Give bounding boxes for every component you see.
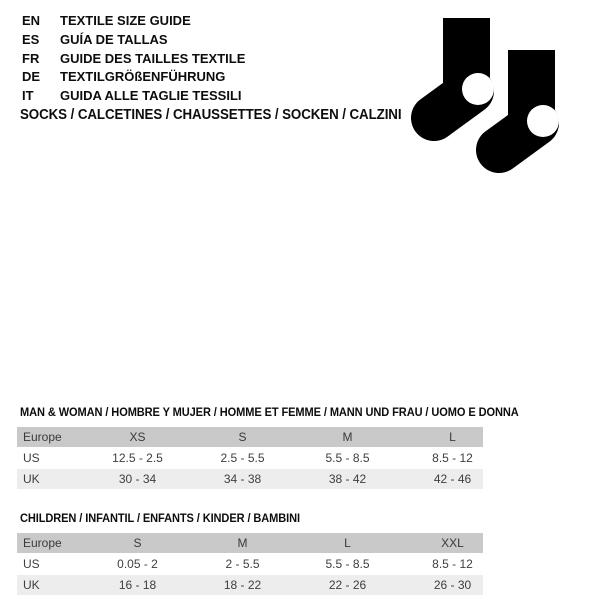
size-cell: 2.5 - 5.5 — [220, 451, 265, 465]
lang-row-de — [22, 68, 245, 87]
lang-row-it — [22, 87, 245, 106]
header-cell-size-3: M — [342, 430, 353, 444]
size-cell: 8.5 - 12 — [432, 557, 473, 571]
size-cell: 38 - 42 — [328, 472, 367, 486]
table-header-row — [17, 533, 483, 553]
lang-row-es — [22, 31, 245, 50]
row-label: UK — [23, 472, 40, 486]
sock-back-heel-hole — [462, 73, 494, 105]
socks-icon — [400, 8, 570, 183]
size-cell: 18 - 22 — [223, 578, 262, 592]
table-children-grid — [17, 533, 483, 595]
size-cell: 5.5 - 8.5 — [325, 451, 370, 465]
header-cell-size-3: L — [344, 536, 351, 550]
product-category-line: SOCKS / CALCETINES / CHAUSSETTES / SOCKEN / CALZINI — [20, 107, 402, 123]
lang-label: TEXTILGRÖßENFÜHRUNG — [60, 69, 226, 85]
table-row-uk — [17, 469, 483, 489]
header-cell-size-2: M — [237, 536, 248, 550]
header-cell-size-1: S — [133, 536, 142, 550]
size-cell: 34 - 38 — [223, 472, 262, 486]
lang-label: GUIDE DES TAILLES TEXTILE — [60, 50, 246, 66]
size-cell: 26 - 30 — [433, 578, 472, 592]
table-row-us — [17, 449, 483, 468]
lang-label: GUIDA ALLE TAGLIE TESSILI — [60, 88, 242, 104]
table-title-adults: MAN & WOMAN / HOMBRE Y MUJER / HOMME ET FEMME / MANN UND FRAU / UOMO E DONNA — [20, 405, 519, 419]
lang-row-fr — [22, 50, 245, 69]
row-label: UK — [23, 578, 40, 592]
size-cell: 8.5 - 12 — [432, 451, 473, 465]
table-row-us — [17, 555, 483, 574]
language-list — [22, 12, 245, 106]
header-cell-region: Europe — [23, 430, 62, 444]
lang-row-en — [22, 12, 245, 31]
header-cell-size-2: S — [238, 430, 247, 444]
header-cell-size-1: XS — [129, 430, 146, 444]
size-cell: 5.5 - 8.5 — [325, 557, 370, 571]
lang-code: DE — [22, 69, 41, 85]
table-row-uk — [17, 575, 483, 595]
size-cell: 16 - 18 — [118, 578, 157, 592]
size-cell: 30 - 34 — [118, 472, 157, 486]
header-cell-size-4: XXL — [441, 536, 464, 550]
header-cell-region: Europe — [23, 536, 62, 550]
lang-code: FR — [22, 50, 40, 66]
lang-code: EN — [22, 13, 41, 28]
header-cell-size-4: L — [449, 430, 456, 444]
size-cell: 22 - 26 — [328, 578, 367, 592]
row-label: US — [23, 557, 40, 571]
size-table-adults — [17, 405, 519, 489]
size-table-children — [17, 511, 483, 595]
lang-code: ES — [22, 31, 40, 47]
table-header-row — [17, 427, 483, 447]
lang-label: GUÍA DE TALLAS — [60, 31, 168, 47]
table-title-children: CHILDREN / INFANTIL / ENFANTS / KINDER / BAMBINI — [20, 511, 300, 525]
size-cell: 2 - 5.5 — [225, 557, 260, 571]
sock-front-heel-hole — [527, 105, 559, 137]
lang-code: IT — [22, 88, 34, 104]
table-adults-grid — [17, 427, 483, 489]
row-label: US — [23, 451, 40, 465]
size-cell: 42 - 46 — [433, 472, 472, 486]
size-cell: 0.05 - 2 — [117, 557, 158, 571]
lang-label: TEXTILE SIZE GUIDE — [60, 13, 191, 28]
size-cell: 12.5 - 2.5 — [112, 451, 163, 465]
